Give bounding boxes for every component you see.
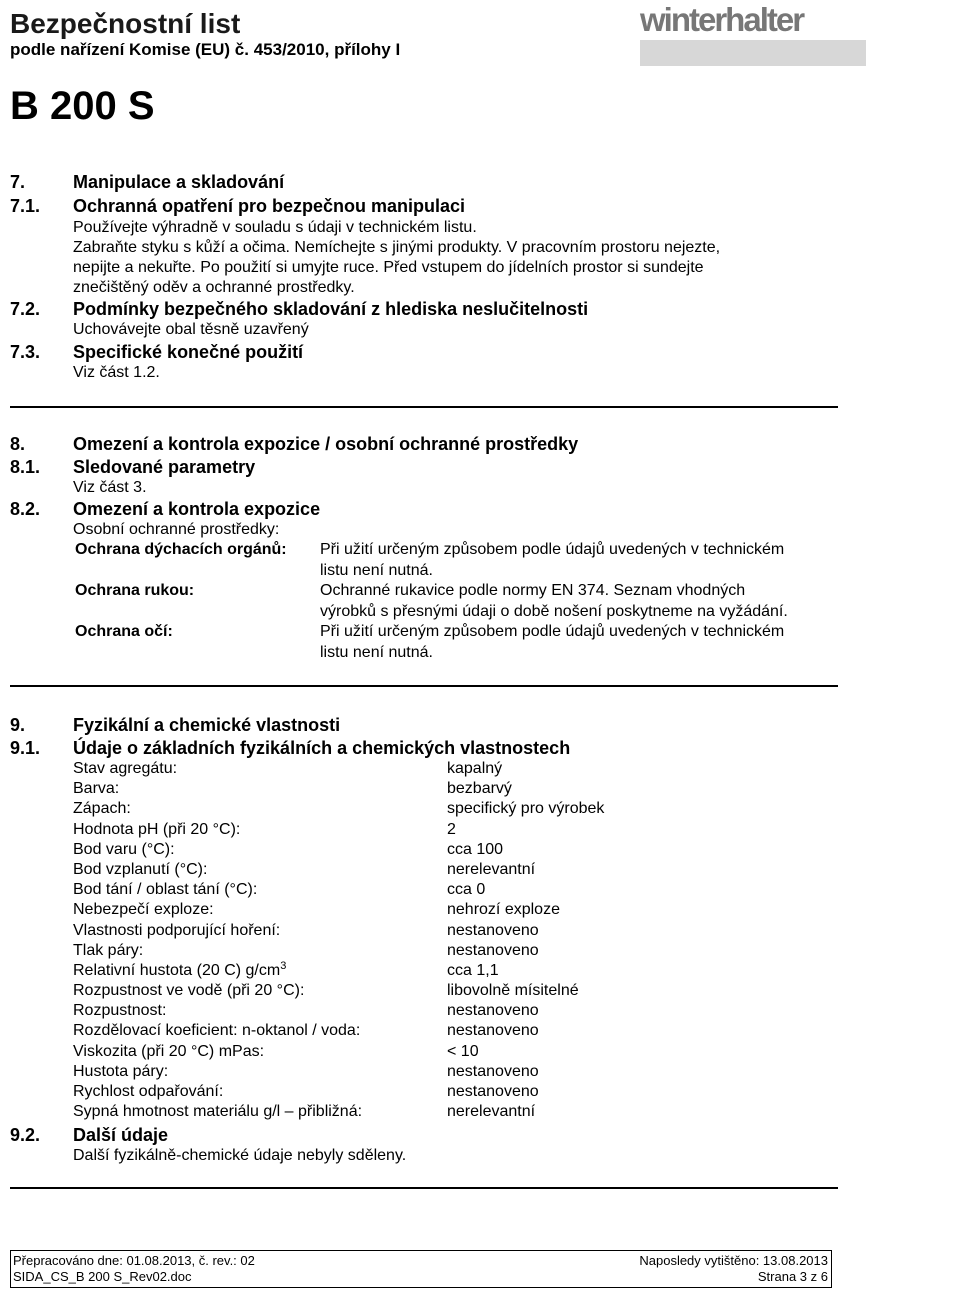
section-7-3-number: 7.3.: [10, 342, 41, 362]
winterhalter-logo: [640, 2, 866, 66]
property-key: Barva:: [73, 780, 120, 798]
property-value: specifický pro výrobek: [447, 800, 605, 818]
property-row: [73, 799, 773, 819]
section-7-1-number: 7.1.: [10, 196, 41, 216]
property-row: [73, 759, 773, 779]
ppe-value-eyes: Při užití určeným způsobem podle údajů uvedených v technickém: [320, 623, 785, 640]
property-value: cca 100: [447, 840, 504, 858]
section-7-1-line: nepijte a nekuřte. Po použití si umyjte ruce. Před vstupem do jídelních prostor si sundejte: [73, 259, 704, 276]
ppe-value-respiratory: Při užití určeným způsobem podle údajů uvedených v technickém: [320, 541, 785, 558]
property-value: libovolně mísitelné: [447, 982, 579, 1000]
ppe-label-respiratory: Ochrana dýchacích orgánů:: [75, 541, 287, 558]
property-value: nestanoveno: [447, 1083, 539, 1100]
property-row: [73, 1102, 773, 1122]
logo-bar: [640, 40, 866, 66]
ppe-value-hands: výrobků s přesnými údaji o době nošení poskytneme na vyžádání.: [320, 603, 788, 620]
property-value: nestanoveno: [447, 1062, 539, 1080]
property-row: [73, 1021, 773, 1041]
section-7-2-number: 7.2.: [10, 299, 41, 319]
property-key: Hustota páry:: [73, 1062, 169, 1080]
section-7-1-line: Zabraňte styku s kůží a očima. Nemíchejte s jinými produkty. V pracovním prostoru nejezte,: [73, 239, 721, 256]
section-8-2-number: 8.2.: [10, 499, 41, 519]
property-row: [73, 941, 773, 961]
section-divider: [10, 406, 838, 408]
section-7-title: Manipulace a skladování: [73, 172, 285, 192]
property-list: [73, 759, 773, 1122]
property-row: [73, 1082, 773, 1102]
property-key: Bod vzplanutí (°C):: [73, 860, 208, 878]
section-8-1-title: Sledované parametry: [73, 457, 256, 477]
section-7-number: 7.: [10, 172, 26, 192]
section-8-1-number: 8.1.: [10, 457, 41, 477]
property-value: nestanoveno: [447, 1002, 539, 1020]
document-subtitle: podle nařízení Komise (EU) č. 453/2010, přílohy I: [10, 40, 401, 59]
property-value: bezbarvý: [447, 780, 512, 798]
property-value: nestanoveno: [447, 1022, 539, 1040]
logo-text: winterhalter: [640, 1, 804, 38]
footer-printed: Naposledy vytištěno: 13.08.2013: [639, 1253, 828, 1268]
section-8-number: 8.: [10, 434, 26, 454]
property-key: Stav agregátu:: [73, 760, 178, 777]
section-9-1-title: Údaje o základních fyzikálních a chemických vlastnostech: [73, 738, 571, 758]
property-row: [73, 860, 773, 880]
property-key: Viskozita (při 20 °C) mPas:: [73, 1042, 265, 1060]
footer-page: Strana 3 z 6: [757, 1269, 828, 1284]
property-key: Zápach:: [73, 800, 131, 818]
section-7-3-title: Specifické konečné použití: [73, 342, 304, 362]
property-row: [73, 880, 773, 900]
section-7-3-text: Viz část 1.2.: [73, 364, 160, 381]
property-value: kapalný: [447, 760, 503, 777]
property-key: Tlak páry:: [73, 941, 144, 959]
section-8-2-title: Omezení a kontrola expozice: [73, 499, 321, 519]
section-8-title: Omezení a kontrola expozice / osobní ochranné prostředky: [73, 434, 579, 454]
property-key: Rozpustnost:: [73, 1002, 167, 1020]
ppe-value-hands: Ochranné rukavice podle normy EN 374. Seznam vhodných: [320, 582, 746, 599]
page-footer: [10, 1250, 832, 1288]
footer-file: SIDA_CS_B 200 S_Rev02.doc: [13, 1269, 192, 1284]
ppe-value-respiratory: listu není nutná.: [320, 562, 433, 579]
section-7-1-title: Ochranná opatření pro bezpečnou manipulaci: [73, 196, 466, 216]
ppe-label-hands: Ochrana rukou:: [75, 582, 195, 599]
section-8-2-intro: Osobní ochranné prostředky:: [73, 521, 280, 538]
property-key: Rozpustnost ve vodě (při 20 °C):: [73, 982, 305, 1000]
section-9-title: Fyzikální a chemické vlastnosti: [73, 715, 341, 735]
property-key-superscript: 3: [280, 959, 287, 972]
property-value: cca 1,1: [447, 961, 499, 979]
property-value: cca 0: [447, 881, 486, 899]
property-value: nehrozí exploze: [447, 901, 560, 919]
property-value: nerelevantní: [447, 860, 536, 878]
section-9-2-text: Další fyzikálně-chemické údaje nebyly sděleny.: [73, 1147, 407, 1164]
section-9-2-title: Další údaje: [73, 1125, 169, 1145]
product-name: B 200 S: [10, 84, 155, 128]
section-9-number: 9.: [10, 715, 26, 735]
section-7-1-line: Používejte výhradně v souladu s údaji v technickém listu.: [73, 219, 477, 236]
property-key: Sypná hmotnost materiálu g/l – přibližná:: [73, 1103, 363, 1121]
property-value: < 10: [447, 1042, 479, 1060]
property-key: Bod varu (°C):: [73, 840, 175, 858]
property-key: Relativní hustota (20 C) g/cm: [73, 961, 281, 979]
section-8-1-text: Viz část 3.: [73, 479, 147, 496]
property-row: [73, 1042, 773, 1062]
ppe-value-eyes: listu není nutná.: [320, 644, 433, 661]
property-key: Rychlost odpařování:: [73, 1083, 224, 1100]
property-row: [73, 1001, 773, 1021]
property-row: [73, 961, 773, 981]
section-divider: [10, 1187, 838, 1189]
section-9-1-number: 9.1.: [10, 738, 41, 758]
property-value: nerelevantní: [447, 1103, 536, 1121]
property-value: nestanoveno: [447, 921, 539, 939]
property-row: [73, 840, 773, 860]
property-row: [73, 900, 773, 920]
document-title: Bezpečnostní list: [10, 8, 241, 39]
ppe-label-eyes: Ochrana očí:: [75, 623, 173, 640]
property-row: [73, 1062, 773, 1082]
property-key: Vlastnosti podporující hoření:: [73, 921, 281, 939]
property-key: Hodnota pH (při 20 °C):: [73, 820, 241, 838]
section-7-1-line: znečištěný oděv a ochranné prostředky.: [73, 279, 355, 296]
property-row: [73, 981, 773, 1001]
property-row: [73, 820, 773, 840]
property-row: [73, 921, 773, 941]
property-key: Nebezpečí exploze:: [73, 901, 214, 919]
footer-revised: Přepracováno dne: 01.08.2013, č. rev.: 02: [13, 1253, 255, 1268]
section-9-2-number: 9.2.: [10, 1125, 41, 1145]
property-value: nestanoveno: [447, 941, 539, 959]
property-row: [73, 779, 773, 799]
property-value: 2: [447, 820, 456, 838]
property-key: Bod tání / oblast tání (°C):: [73, 881, 258, 899]
section-7-2-text: Uchovávejte obal těsně uzavřený: [73, 321, 309, 338]
property-key: Rozdělovací koeficient: n-oktanol / voda:: [73, 1022, 361, 1040]
section-7-2-title: Podmínky bezpečného skladování z hlediska neslučitelnosti: [73, 299, 589, 319]
section-divider: [10, 685, 838, 687]
